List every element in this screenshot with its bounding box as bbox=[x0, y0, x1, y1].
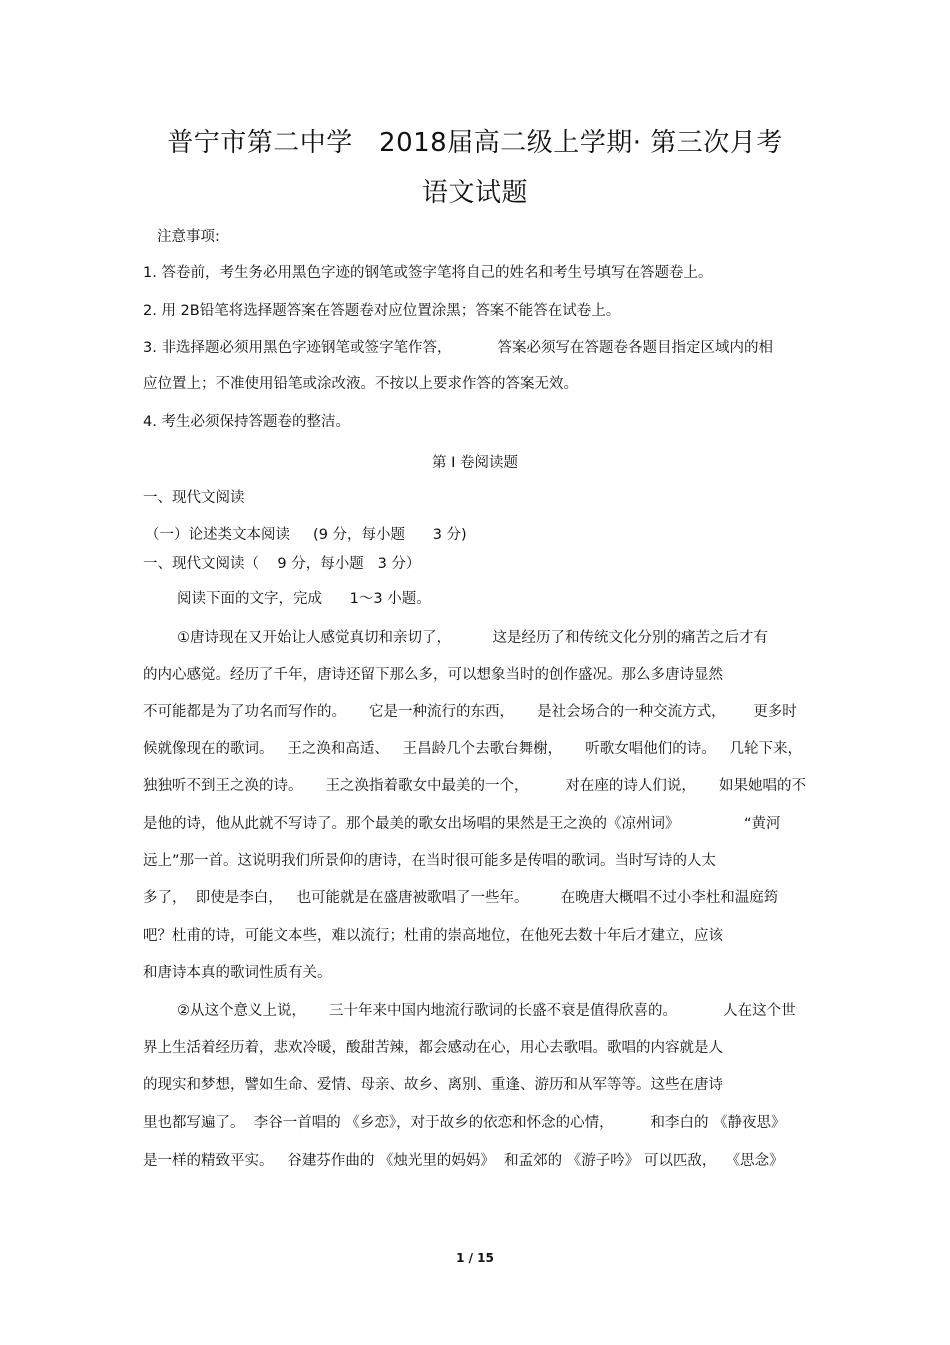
instruction: 阅读下面的文字，完成 1～3 小题。 bbox=[177, 591, 431, 607]
part-heading: 一、现代文阅读 bbox=[143, 490, 245, 506]
subsection-heading: （一）论述类文本阅读 (9 分，每小题 3 分) bbox=[145, 527, 467, 543]
section-title: 第 I 卷阅读题 bbox=[432, 455, 518, 471]
passage-line: 界上生活着经历着，悲欢冷暖，酸甜苦辣，都会感动在心，用心去歌唱。歌唱的内容就是人 bbox=[143, 1040, 723, 1056]
document-subtitle: 语文试题 bbox=[421, 178, 528, 208]
document-title: 普宁市第二中学 2018届高二级上学期· 第三次月考 bbox=[167, 128, 783, 158]
passage-line: 的内心感觉。经历了千年，唐诗还留下那么多，可以想象当时的创作盛况。那么多唐诗显然 bbox=[143, 667, 723, 683]
note-item: 2. 用 2B铅笔将选择题答案在答题卷对应位置涂黑；答案不能答在试卷上。 bbox=[143, 303, 621, 319]
passage-line: 的现实和梦想，譬如生命、爱情、母亲、故乡、离别、重逢、游历和从军等等。这些在唐诗 bbox=[143, 1077, 723, 1093]
passage-line: 不可能都是为了功名而写作的。 它是一种流行的东西， 是社会场合的一种交流方式， 更多时 bbox=[143, 704, 797, 720]
passage-line: 吧？杜甫的诗，可能文本些，难以流行；杜甫的崇高地位，在他死去数十年后才建立，应该 bbox=[143, 928, 723, 944]
passage-line: 独独听不到王之涣的诗。 王之涣指着歌女中最美的一个， 对在座的诗人们说， 如果她唱的不 bbox=[143, 778, 806, 794]
passage-line: 多了， 即使是李白， 也可能就是在盛唐被歌唱了一些年。 在晚唐大概唱不过小李杜和温庭筠 bbox=[143, 890, 779, 906]
passage-line: 里也都写遍了。 李谷一首唱的 《乡恋》，对于故乡的依恋和怀念的心情， 和李白的 《静夜思》 bbox=[143, 1115, 786, 1131]
passage-line: 是他的诗，他从此就不写诗了。那个最美的歌女出场唱的果然是王之涣的《凉州词》 “黄河 bbox=[143, 816, 781, 832]
note-item: 4. 考生必须保持答题卷的整洁。 bbox=[143, 414, 350, 430]
passage-line: 远上”那一首。这说明我们所景仰的唐诗，在当时很可能多是传唱的歌词。当时写诗的人太 bbox=[143, 853, 717, 869]
note-item: 3. 非选择题必须用黑色字迹钢笔或签字笔作答， 答案必须写在答题卷各题目指定区域内的相 bbox=[143, 340, 774, 356]
passage-line: 是一样的精致平实。 谷建芬作曲的 《烛光里的妈妈》 和孟郊的 《游子吟》 可以匹敌， 《思念》 bbox=[143, 1153, 784, 1169]
page-number: 1 / 15 bbox=[456, 1251, 494, 1265]
passage-line: 和唐诗本真的歌词性质有关。 bbox=[143, 965, 332, 981]
note-item: 1. 答卷前，考生务必用黑色字迹的钢笔或签字笔将自己的姓名和考生号填写在答题卷上。 bbox=[143, 265, 713, 281]
notes-heading: 注意事项: bbox=[157, 229, 220, 245]
passage-line: 候就像现在的歌词。 王之涣和高适、 王昌龄几个去歌台舞榭， 听歌女唱他们的诗。 几轮下来， bbox=[143, 741, 803, 757]
passage-line: ①唐诗现在又开始让人感觉真切和亲切了， 这是经历了和传统文化分别的痛苦之后才有 bbox=[177, 630, 768, 646]
passage-line: ②从这个意义上说， 三十年来中国内地流行歌词的长盛不衰是值得欣喜的。 人在这个世 bbox=[177, 1003, 796, 1019]
part-heading-repeat: 一、现代文阅读（ 9 分，每小题 3 分） bbox=[143, 556, 421, 572]
note-item: 应位置上；不准使用铅笔或涂改液。不按以上要求作答的答案无效。 bbox=[143, 376, 578, 392]
